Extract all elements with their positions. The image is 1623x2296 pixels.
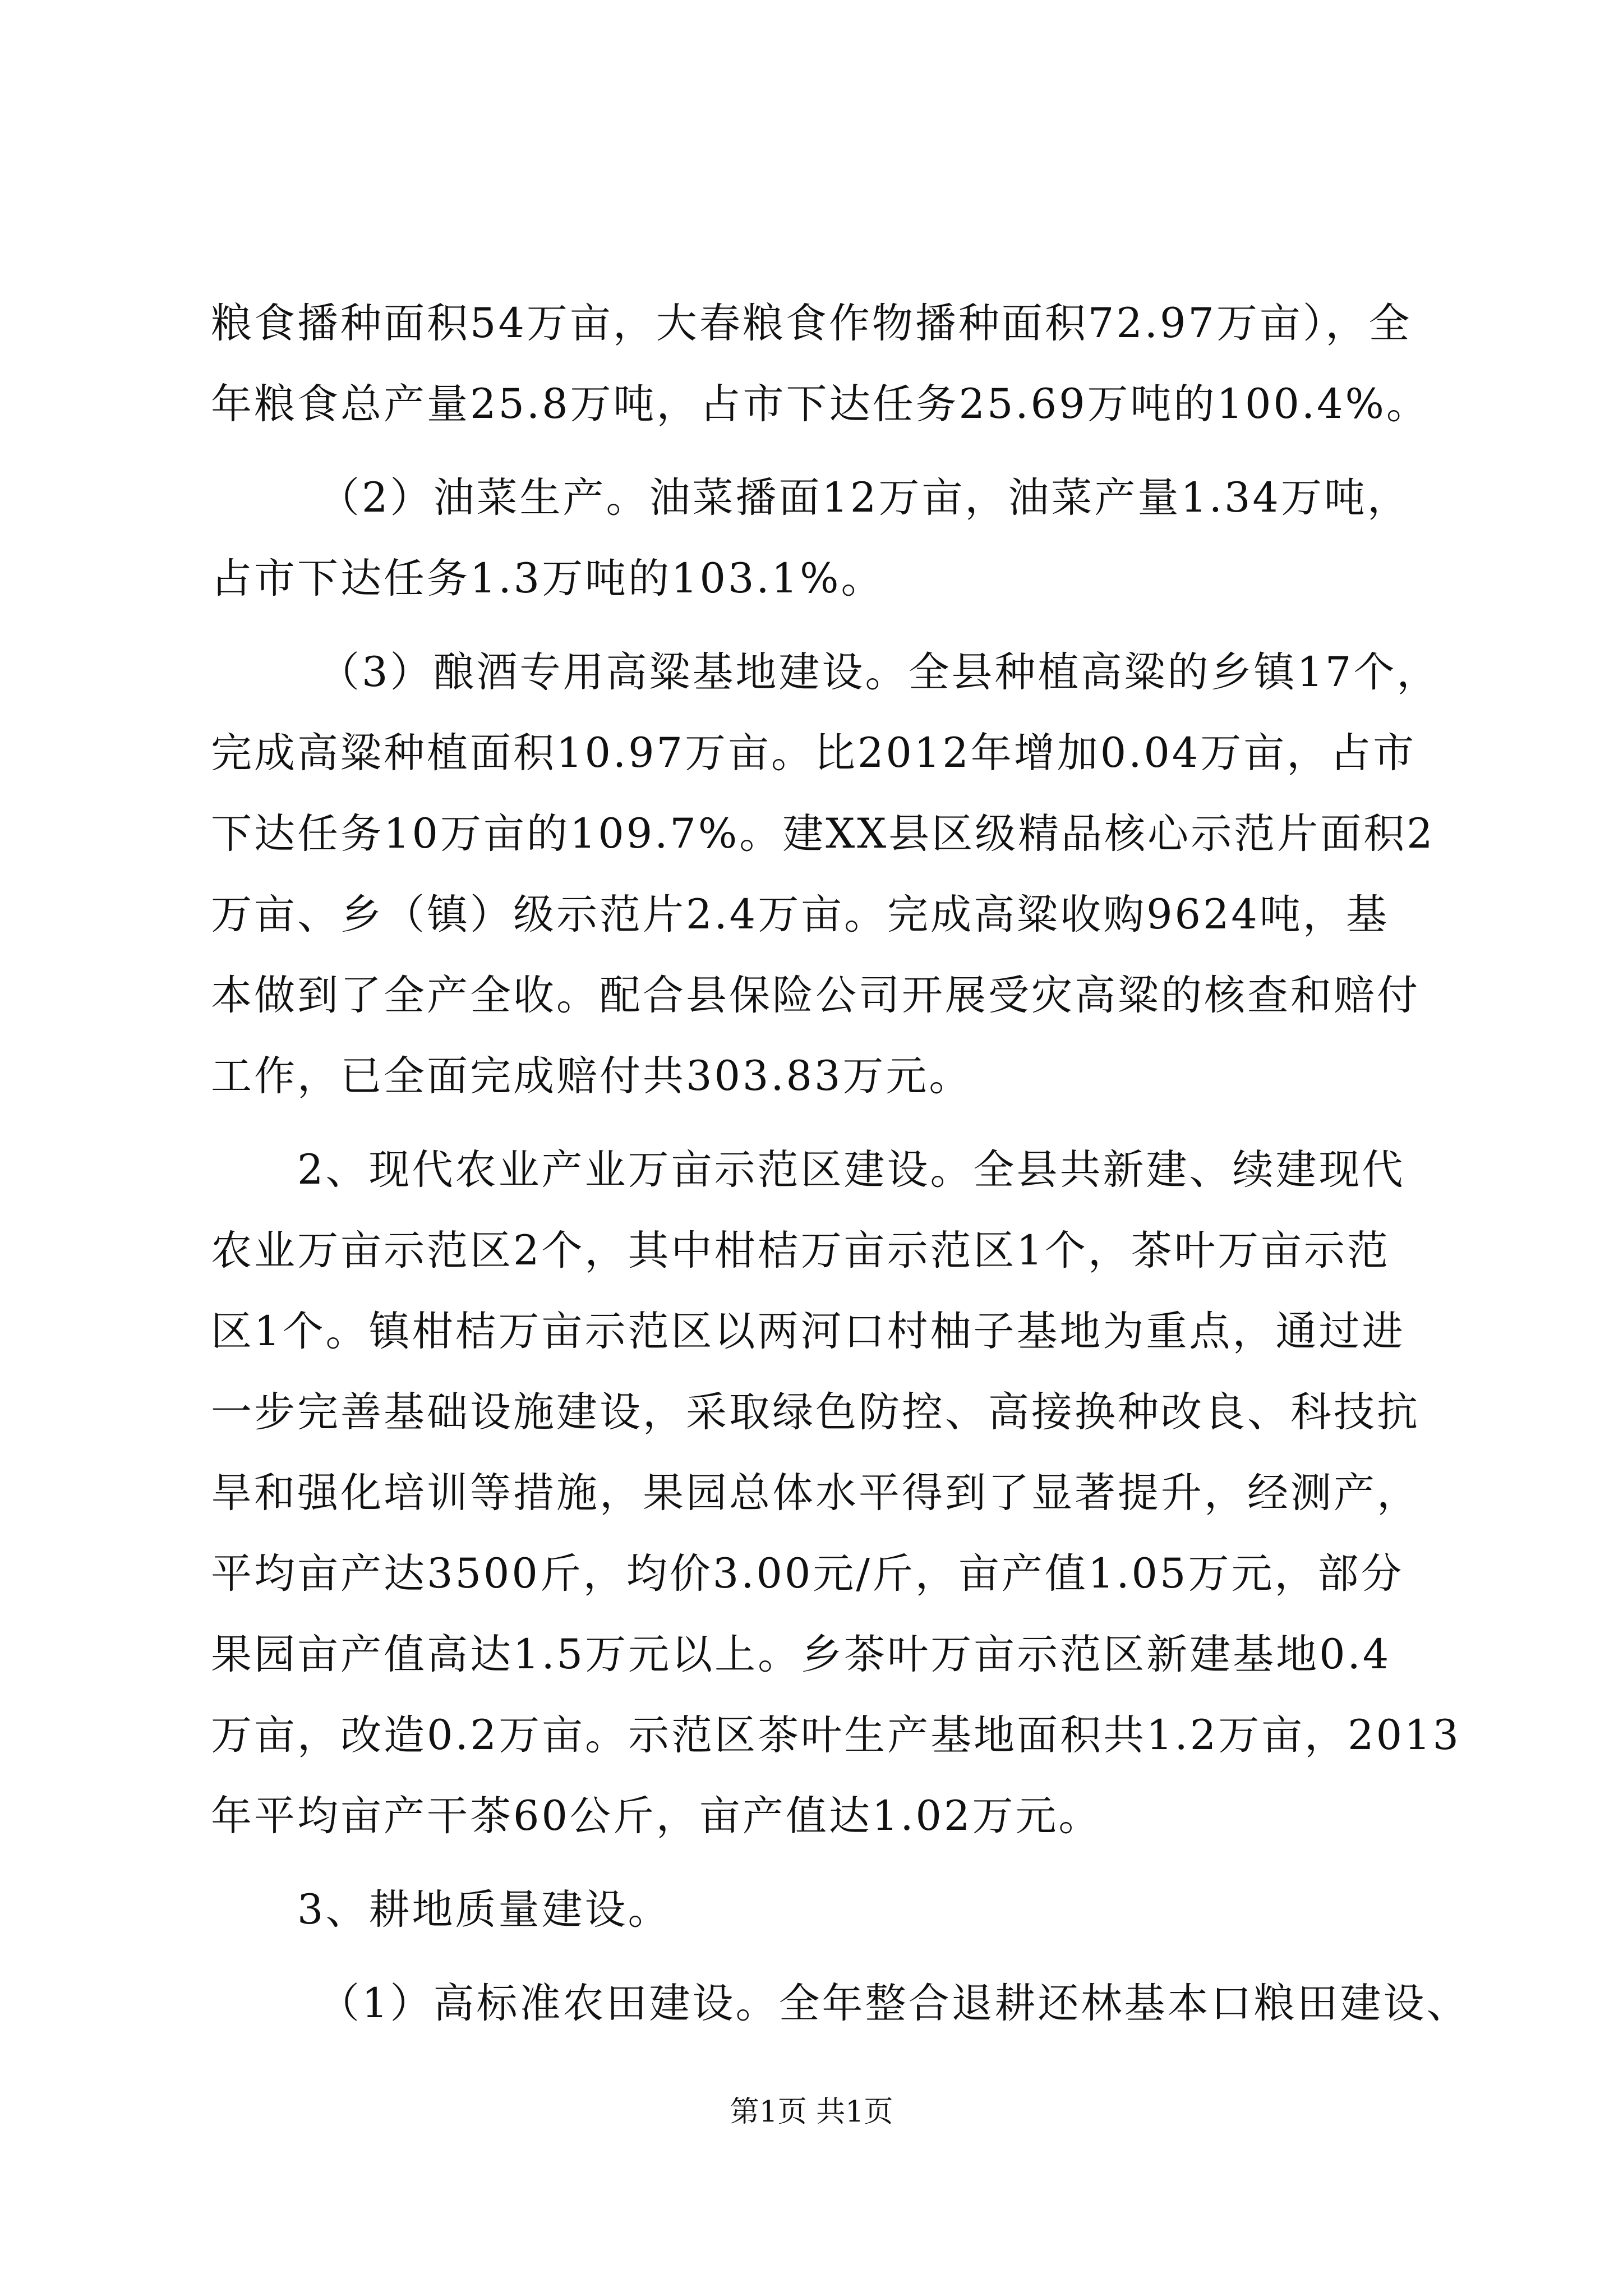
body-line: 区1个。镇柑桔万亩示范区以两河口村柚子基地为重点，通过进 [211, 1308, 1405, 1355]
body-line: 万亩、乡（镇）级示范片2.4万亩。完成高粱收购9624吨，基 [211, 891, 1389, 938]
body-line: （3）酿酒专用高粱基地建设。全县种植高粱的乡镇17个， [319, 648, 1440, 696]
body-line: 年粮食总产量25.8万吨，占市下达任务25.69万吨的100.4%。 [211, 380, 1430, 428]
body-line: 2、现代农业产业万亩示范区建设。全县共新建、续建现代 [297, 1146, 1405, 1194]
body-line: 占市下达任务1.3万吨的103.1%。 [211, 555, 884, 602]
body-line: 平均亩产达3500斤，均价3.00元/斤，亩产值1.05万元，部分 [211, 1550, 1404, 1598]
body-line: （1）高标准农田建设。全年整合退耕还林基本口粮田建设、 [319, 1980, 1470, 2027]
body-line: 下达任务10万亩的109.7%。建XX县区级精品核心示范片面积2 [211, 810, 1435, 858]
body-line: 农业万亩示范区2个，其中柑桔万亩示范区1个，茶叶万亩示范 [211, 1227, 1390, 1274]
body-line: 粮食播种面积54万亩，大春粮食作物播种面积72.97万亩），全 [211, 300, 1412, 347]
body-line: 3、耕地质量建设。 [297, 1886, 671, 1934]
body-line: 年平均亩产干茶60公斤，亩产值达1.02万元。 [211, 1792, 1102, 1840]
body-line: 本做到了全产全收。配合县保险公司开展受灾高粱的核查和赔付 [211, 972, 1420, 1019]
body-line: 一步完善基础设施建设，采取绿色防控、高接换种改良、科技抗 [211, 1388, 1420, 1436]
body-line: （2）油菜生产。油菜播面12万亩，油菜产量1.34万吨， [319, 474, 1410, 522]
body-line: 完成高粱种植面积10.97万亩。比2012年增加0.04万亩，占市 [211, 729, 1417, 777]
body-line: 工作，已全面完成赔付共303.83万元。 [211, 1052, 972, 1100]
body-line: 果园亩产值高达1.5万元以上。乡茶叶万亩示范区新建基地0.4 [211, 1631, 1391, 1678]
page-footer: 第1页 共1页 [730, 2095, 893, 2129]
body-line: 万亩，改造0.2万亩。示范区茶叶生产基地面积共1.2万亩，2013 [211, 1711, 1461, 1759]
body-line: 旱和强化培训等措施，果园总体水平得到了显著提升，经测产， [211, 1469, 1420, 1517]
